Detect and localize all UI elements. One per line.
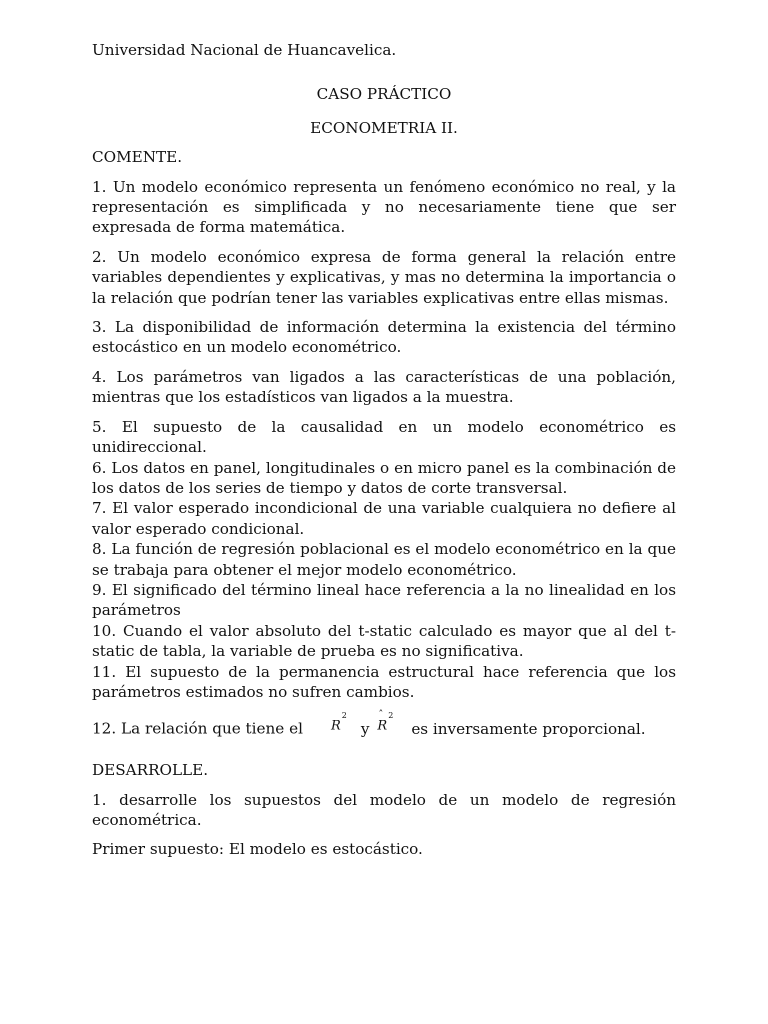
desarrolle-item-1: 1. desarrolle los supuestos del modelo de un modelo de regresión econométrica.: [92, 790, 676, 829]
item-8: 8. La función de regresión poblacional es el modelo econométrico en la que se trabaja para obtener el mejor modelo econométrico.: [92, 540, 676, 579]
item-9: 9. El significado del término lineal hace referencia a la no linealidad en los parámetros: [92, 580, 676, 620]
item-12: [92, 710, 676, 741]
item-7: 7. El valor esperado incondicional de una variable cualquiera no defiere al valor esperado condicional.: [92, 499, 676, 538]
item-11: 11. El supuesto de la permanencia estructural hace referencia que los parámetros estimados no sufren cambios.: [92, 662, 676, 701]
r-exponent: 2: [341, 711, 347, 721]
item-2: 2. Un modelo económico expresa de forma general la relación entre variables dependientes y explicativas, y mas no determina la importancia o la relación que podrían tener las variables explicativas entre ellas mismas.: [92, 247, 676, 307]
hat-accent: ˆ: [378, 710, 384, 722]
r-squared-formula: [331, 712, 347, 737]
r-symbol: R: [330, 718, 341, 734]
title-econometria: ECONOMETRIA II.: [310, 118, 458, 137]
document-page: [92, 40, 676, 860]
conjunction-y: y: [360, 719, 370, 738]
item-1: 1. Un modelo económico representa un fenómeno económico no real, y la representación es simplificada y no necesariamente tiene que ser expresada de forma matemática.: [92, 177, 676, 237]
item-12-text-end: es inversamente proporcional.: [411, 719, 646, 738]
section-comente: COMENTE.: [92, 148, 183, 167]
item-5: 5. El supuesto de la causalidad en un modelo econométrico es unidireccional.: [92, 417, 676, 457]
title-caso-practico: CASO PRÁCTICO: [316, 85, 452, 104]
item-12-text-start: 12. La relación que tiene el: [92, 719, 303, 738]
university-line: Universidad Nacional de Huancavelica.: [92, 41, 397, 59]
primer-supuesto: Primer supuesto: El modelo es estocástico.: [92, 840, 423, 859]
section-desarrolle: DESARROLLE.: [92, 761, 209, 780]
r-hat-exponent: 2: [388, 711, 394, 721]
item-4: 4. Los parámetros van ligados a las características de una población, mientras que los estadísticos van ligados a la muestra.: [92, 367, 676, 407]
item-6: 6. Los datos en panel, longitudinales o en micro panel es la combinación de los datos de los series de tiempo y datos de corte transversal.: [92, 458, 676, 497]
item-10: 10. Cuando el valor absoluto del t-static calculado es mayor que al del t-static de tabla, la variable de prueba es no significativa.: [92, 621, 676, 661]
item-3: 3. La disponibilidad de información determina la existencia del término estocástico en un modelo econométrico.: [92, 318, 676, 357]
r-hat-symbol: R: [377, 718, 388, 734]
adjusted-r-squared-formula: [377, 712, 393, 737]
